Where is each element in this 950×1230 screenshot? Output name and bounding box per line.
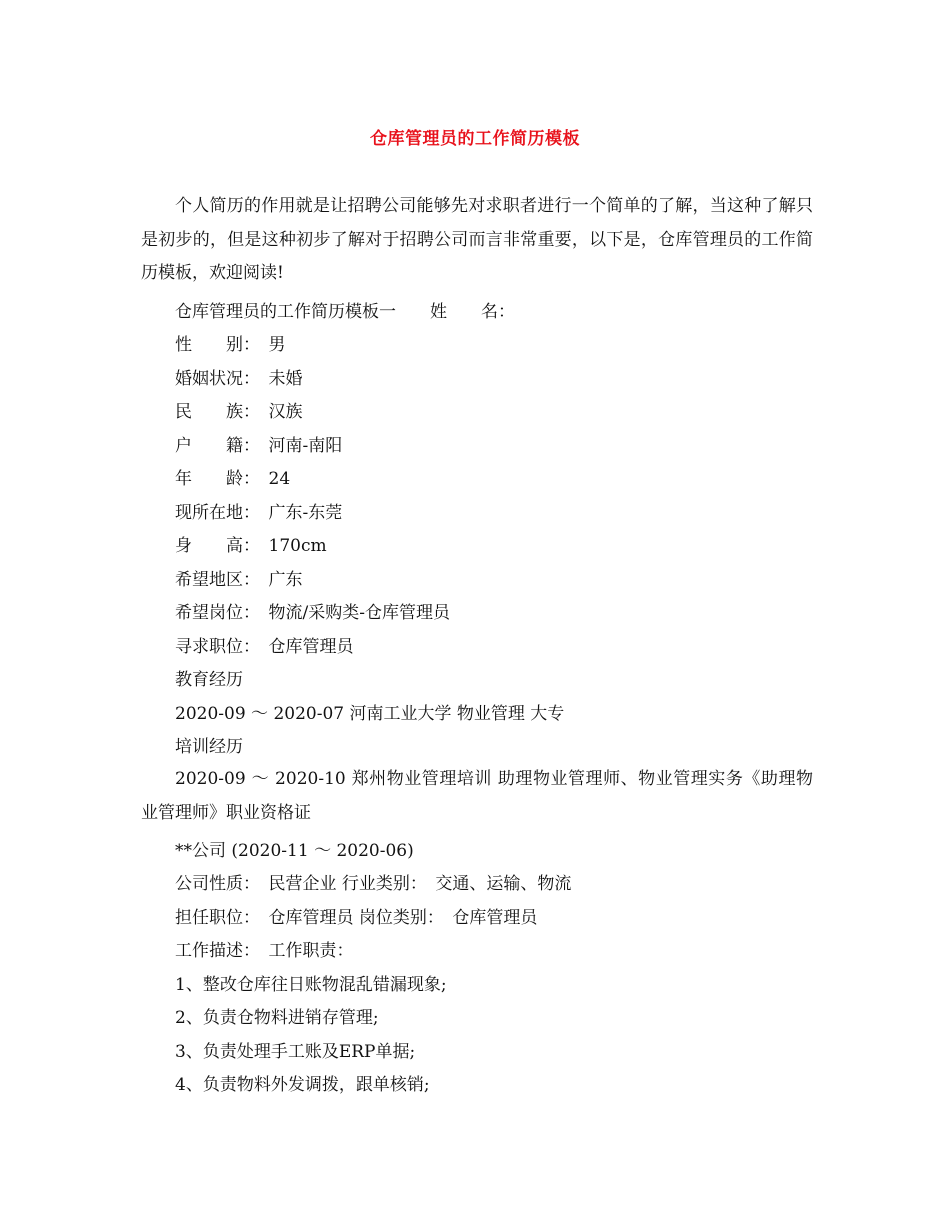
desired-region-line: 希望地区： 广东 [175,570,303,590]
duty-item: 3、负责处理手工账及ERP单据; [175,1042,416,1062]
ethnicity-line: 民 族： 汉族 [175,402,303,422]
marital-status-line: 婚姻状况： 未婚 [175,369,303,389]
company-nature-line: 公司性质： 民营企业 行业类别： 交通、运输、物流 [175,874,572,894]
current-location-line: 现所在地： 广东-东莞 [175,503,343,523]
hukou-line: 户 籍： 河南-南阳 [175,436,343,456]
work-description-line: 工作描述： 工作职责： [175,941,354,961]
document-title: 仓库管理员的工作简历模板 [370,129,580,149]
desired-post-line: 希望岗位： 物流/采购类-仓库管理员 [175,603,450,623]
education-entry: 2020-09 ～ 2020-07 河南工业大学 物业管理 大专 [175,704,565,724]
intro-paragraph: 个人简历的作用就是让招聘公司能够先对求职者进行一个简单的了解，当这种了解只是初步的，但是这种初步了解对于招聘公司而言非常重要，以下是，仓库管理员的工作简历模板，欢迎阅读! [141,196,813,283]
seeking-position-line: 寻求职位： 仓库管理员 [175,637,354,657]
training-heading: 培训经历 [175,737,243,757]
duty-item: 1、整改仓库往日账物混乱错漏现象; [175,975,447,995]
height-line: 身 高： 170cm [175,536,327,556]
gender-line: 性 别： 男 [175,335,286,355]
age-line: 年 龄： 24 [175,469,291,489]
template-heading-line: 仓库管理员的工作简历模板一 姓 名： [175,302,515,322]
training-entry-paragraph: 2020-09 ～ 2020-10 郑州物业管理培训 助理物业管理师、物业管理实务《助理物业管理师》职业资格证 [141,769,813,823]
duty-item: 4、负责物料外发调拨，跟单核销; [175,1075,430,1095]
education-heading: 教育经历 [175,670,243,690]
duty-item: 2、负责仓物料进销存管理; [175,1008,379,1028]
role-line: 担任职位： 仓库管理员 岗位类别： 仓库管理员 [175,908,538,928]
company-line: **公司 (2020-11 ～ 2020-06) [175,841,414,861]
